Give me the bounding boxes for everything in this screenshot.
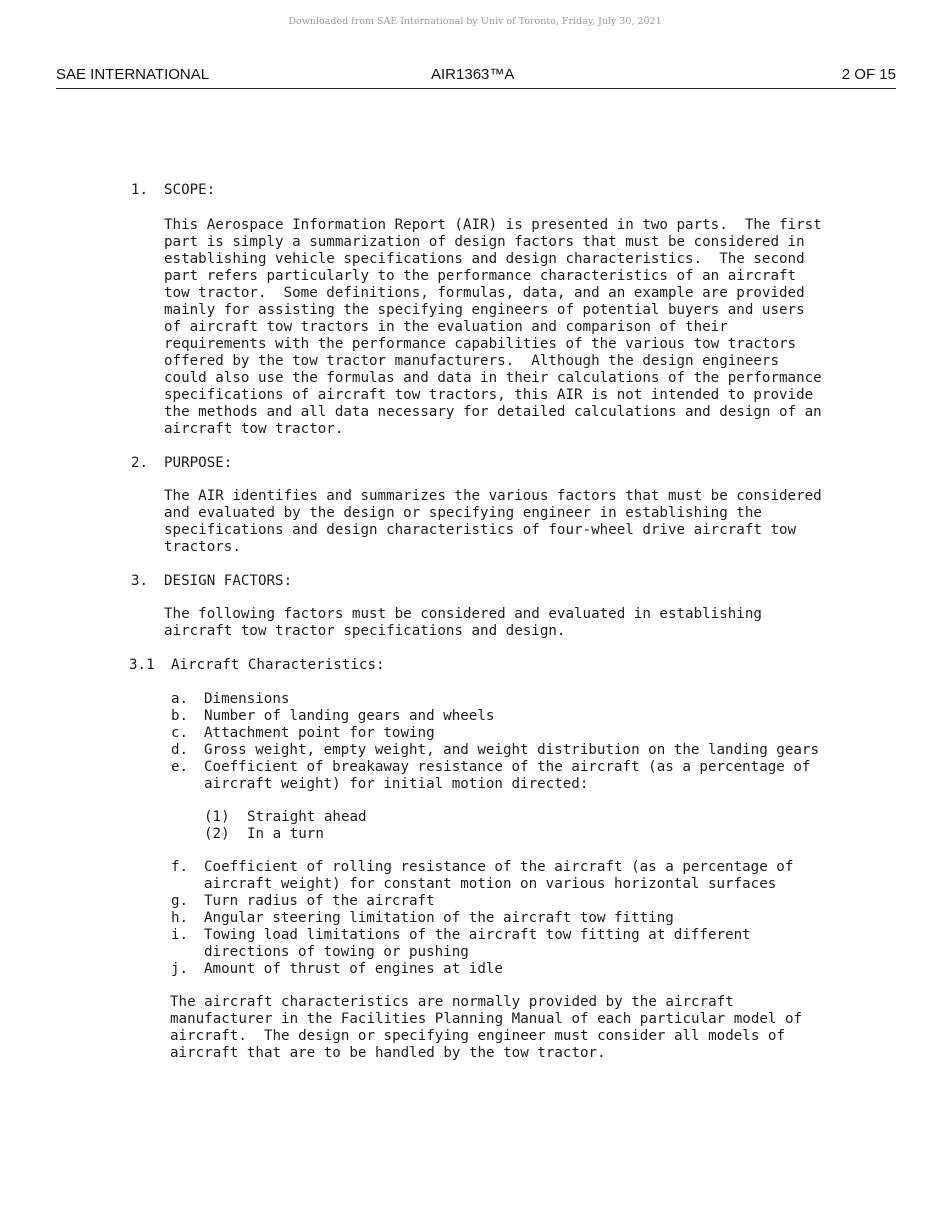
list-item-label: e. (171, 759, 189, 775)
sub-item: Straight ahead (247, 809, 367, 825)
section-heading: PURPOSE: (164, 455, 233, 471)
list-item: Angular steering limitation of the aircraft tow fitting (204, 910, 674, 926)
list-item: Coefficient of breakaway resistance of the aircraft (as a percentage of (204, 759, 811, 775)
paragraph-line: of aircraft tow tractors in the evaluation and comparison of their (164, 319, 728, 335)
list-item: Dimensions (204, 691, 290, 707)
paragraph-line: could also use the formulas and data in their calculations of the performance (164, 370, 822, 386)
list-item: directions of towing or pushing (204, 944, 469, 960)
page-header (56, 66, 896, 89)
sub-item: In a turn (247, 826, 324, 842)
paragraph-line: tow tractor. Some definitions, formulas, data, and an example are provided (164, 285, 805, 301)
section-heading: SCOPE: (164, 182, 216, 198)
paragraph-line: aircraft tow tractor. (164, 421, 344, 437)
list-item-label: j. (171, 961, 189, 977)
paragraph-line: establishing vehicle specifications and design characteristics. The second (164, 251, 805, 267)
list-item-label: b. (171, 708, 189, 724)
paragraph-line: aircraft that are to be handled by the tow tractor. (170, 1045, 606, 1061)
download-notice: Downloaded from SAE International by Univ of Toronto, Friday, July 30, 2021 (288, 16, 662, 27)
header-organization: SAE INTERNATIONAL (56, 66, 210, 83)
paragraph-line: specifications of aircraft tow tractors, this AIR is not intended to provide (164, 387, 814, 403)
paragraph-line: aircraft tow tractor specifications and design. (164, 623, 566, 639)
section-number: 1. (131, 182, 149, 198)
header-document-id: AIR1363™A (431, 66, 515, 83)
paragraph-line: aircraft. The design or specifying engineer must consider all models of (170, 1028, 785, 1044)
section-number: 3. (131, 573, 149, 589)
list-item: Coefficient of rolling resistance of the aircraft (as a percentage of (204, 859, 794, 875)
section-number: 2. (131, 455, 149, 471)
list-item-label: f. (171, 859, 189, 875)
paragraph-line: The AIR identifies and summarizes the various factors that must be considered (164, 488, 822, 504)
paragraph-line: and evaluated by the design or specifying engineer in establishing the (164, 505, 762, 521)
list-item-label: a. (171, 691, 189, 707)
list-item-label: g. (171, 893, 189, 909)
list-item: Attachment point for towing (204, 725, 435, 741)
list-item: aircraft weight) for constant motion on various horizontal surfaces (204, 876, 777, 892)
paragraph-line: manufacturer in the Facilities Planning Manual of each particular model of (170, 1011, 803, 1027)
paragraph-line: This Aerospace Information Report (AIR) is presented in two parts. The first (164, 217, 822, 233)
paragraph-line: requirements with the performance capabilities of the various tow tractors (164, 336, 797, 352)
list-item: aircraft weight) for initial motion directed: (204, 776, 589, 792)
paragraph-line: The following factors must be considered and evaluated in establishing (164, 606, 762, 622)
list-item: Number of landing gears and wheels (204, 708, 495, 724)
sub-item-label: (2) (204, 826, 230, 842)
section-heading: Aircraft Characteristics: (171, 657, 385, 673)
paragraph-line: part is simply a summarization of design factors that must be considered in (164, 234, 805, 250)
paragraph-line: The aircraft characteristics are normally provided by the aircraft (170, 994, 734, 1010)
paragraph-line: part refers particularly to the performance characteristics of an aircraft (164, 268, 797, 284)
sub-item-label: (1) (204, 809, 230, 825)
paragraph-line: the methods and all data necessary for detailed calculations and design of an (164, 404, 822, 420)
list-item-label: h. (171, 910, 189, 926)
paragraph-line: offered by the tow tractor manufacturers. Although the design engineers (164, 353, 779, 369)
section-heading: DESIGN FACTORS: (164, 573, 293, 589)
section-number: 3.1 (129, 657, 155, 673)
list-item: Turn radius of the aircraft (204, 893, 435, 909)
list-item: Amount of thrust of engines at idle (204, 961, 503, 977)
list-item: Towing load limitations of the aircraft tow fitting at different (204, 927, 751, 943)
list-item: Gross weight, empty weight, and weight distribution on the landing gears (204, 742, 819, 758)
paragraph-line: mainly for assisting the specifying engineers of potential buyers and users (164, 302, 805, 318)
list-item-label: d. (171, 742, 189, 758)
list-item-label: c. (171, 725, 189, 741)
paragraph-line: tractors. (164, 539, 241, 555)
paragraph-line: specifications and design characteristics of four-wheel drive aircraft tow (164, 522, 797, 538)
header-page-number: 2 OF 15 (841, 66, 896, 83)
list-item-label: i. (171, 927, 189, 943)
